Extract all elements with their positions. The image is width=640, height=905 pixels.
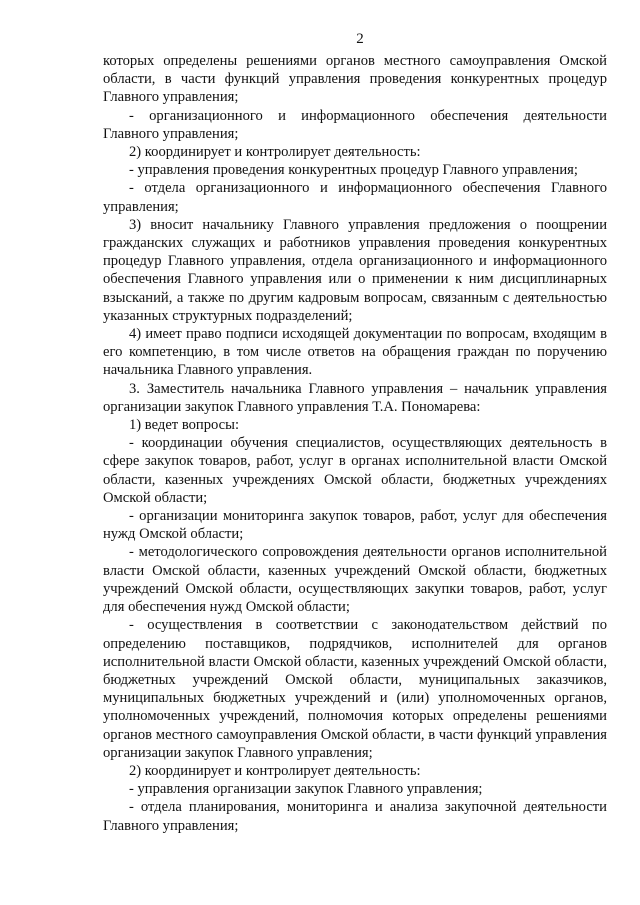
paragraph: - отдела планирования, мониторинга и анализа закупочной деятельности Главного управления; [103,799,607,834]
paragraph: 2) координирует и контролирует деятельность: [129,762,421,779]
paragraph: - координации обучения специалистов, осуществляющих деятельность в сфере закупок товаров, работ, услуг в органах исполнительной власти Омской области, казенных учреждениях Омской области, бюджетных учреждениях Омской области; [103,435,607,506]
page-number: 2 [356,31,364,47]
paragraph: - методологического сопровождения деятельности органов исполнительной власти Омской области, казенных учреждений Омской области, бюджетных учреждений Омской области, осуществляющих закупки товаров, работ, услуг для обеспечения нужд Омской области; [103,544,607,616]
paragraph: - осуществления в соответствии с законодательством действий по определению поставщиков, подрядчиков, исполнителей для органов исполнительной власти Омской области, казенных учреждений Омской области, бюджетных учреждений Омской области, муниципальных заказчиков, муниципальных бюджетных учреждений и (или) уполномоченных органов, уполномоченных учреждений, полномочия которых определены решениями органов местного самоуправления Омской области, в части функций управления организации закупок Главного управления; [103,617,607,761]
paragraph: - организации мониторинга закупок товаров, работ, услуг для обеспечения нужд Омской области; [103,508,607,543]
paragraph: 4) имеет право подписи исходящей документации по вопросам, входящим в его компетенцию, в том числе ответов на обращения граждан по поручению начальника Главного управления. [103,326,607,379]
paragraph: которых определены решениями органов местного самоуправления Омской области, в части функций управления проведения конкурентных процедур Главного управления; [103,53,607,106]
paragraph: - управления проведения конкурентных процедур Главного управления; [129,162,578,179]
paragraph: 1) ведет вопросы: [129,417,240,434]
paragraph: 3. Заместитель начальника Главного управления – начальник управления организации закупок Главного управления Т.А. Пономарева: [103,380,607,415]
paragraph: 3) вносит начальнику Главного управления предложения о поощрении гражданских служащих и работников управления проведения конкурентных процедур Главного управления, отдела организационного и информационного обеспечения Главного управления или о применении к ним дисциплинарных взысканий, а также по другим кадровым вопросам, связанным с деятельностью указанных структурных подразделений; [103,216,607,324]
paragraph: 2) координирует и контролирует деятельность: [129,144,421,161]
paragraph: - организационного и информационного обеспечения деятельности Главного управления; [103,107,607,142]
paragraph: - управления организации закупок Главного управления; [129,781,483,798]
document-body [103,52,607,835]
paragraph: - отдела организационного и информационного обеспечения Главного управления; [103,180,607,215]
